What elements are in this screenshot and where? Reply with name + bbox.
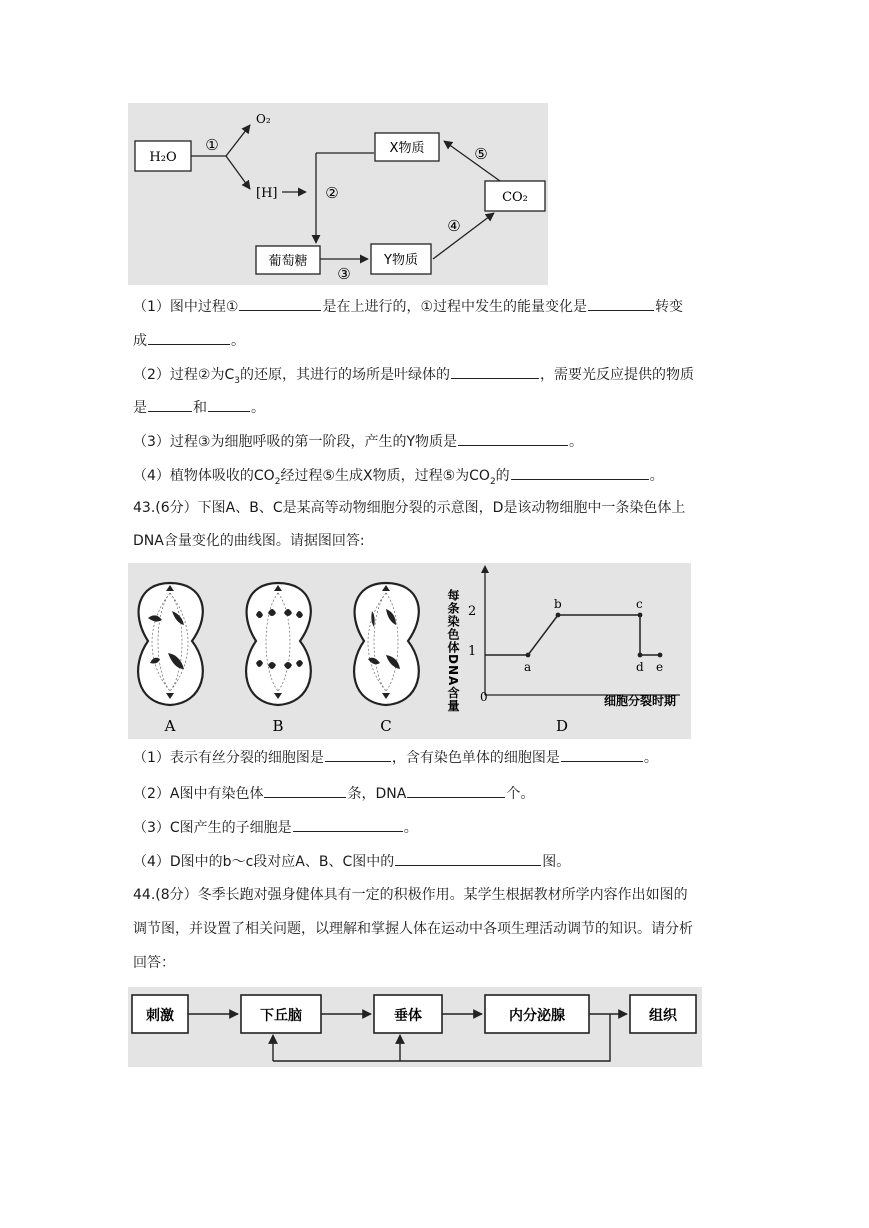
answer-blank[interactable] — [148, 329, 230, 345]
q42-p2-text-c: ，需要光反应提供的物质 — [539, 367, 694, 383]
cell-c — [354, 583, 419, 705]
step2-label: ② — [325, 184, 339, 202]
point-label-a: a — [524, 660, 532, 674]
cell-a — [138, 583, 203, 705]
answer-blank[interactable] — [458, 430, 568, 446]
pituitary-label: 垂体 — [394, 1008, 422, 1024]
cell-b — [246, 583, 311, 705]
answer-blank[interactable] — [588, 295, 654, 311]
q44-intro-text-1: 44.(8分）冬季长跑对强身健体具有一定的积极作用。某学生根据教材所学内容作出如图的 — [133, 887, 688, 903]
dna-points — [524, 597, 663, 674]
answer-blank[interactable] — [325, 746, 391, 762]
answer-blank[interactable] — [293, 816, 403, 832]
photosynthesis-diagram — [128, 103, 548, 285]
q42-p2-text-b: 的还原，其进行的场所是叶绿体的 — [239, 367, 450, 383]
answer-blank[interactable] — [561, 746, 643, 762]
subscript: 2 — [489, 476, 496, 487]
q44-intro-line1 — [133, 885, 688, 905]
q42-p4-text-a: （4）植物体吸收的CO — [133, 468, 275, 484]
q42-p4-text-c: 的 — [495, 468, 510, 484]
q42-p3-text-a: （3）过程③为细胞呼吸的第一阶段，产生的Y物质是 — [133, 434, 458, 450]
data-point-e — [658, 653, 663, 658]
hypothalamus-label: 下丘脑 — [260, 1008, 302, 1024]
answer-blank[interactable] — [239, 295, 321, 311]
q43-line3 — [133, 816, 418, 838]
figure-cell-division — [128, 563, 691, 739]
data-point-a — [526, 653, 531, 658]
q42-p3-text-b: 。 — [569, 434, 584, 450]
q42-p1-text-c: 转变 — [655, 299, 684, 315]
q42-p2-text-d: 是 — [133, 400, 147, 416]
q43-q3-text-b: 。 — [403, 820, 418, 836]
q43-q2-text-a: （2）A图中有染色体 — [133, 786, 264, 802]
dna-series-line — [485, 615, 660, 655]
q42-line4 — [133, 396, 265, 418]
q42-p1-text-a: （1）图中过程① — [133, 299, 239, 315]
label-a: A — [164, 717, 176, 735]
x-substance-label: X物质 — [389, 141, 425, 156]
q43-q3-text-a: （3）C图产生的子细胞是 — [133, 820, 292, 836]
answer-blank[interactable] — [208, 396, 250, 412]
q43-q1-text-a: （1）表示有丝分裂的细胞图是 — [133, 750, 324, 766]
subscript: 2 — [274, 476, 281, 487]
answer-blank[interactable] — [451, 363, 539, 379]
answer-blank[interactable] — [511, 464, 649, 480]
data-point-b — [556, 613, 561, 618]
label-b: B — [272, 717, 284, 735]
q43-line1 — [133, 746, 658, 768]
stimulus-label: 刺激 — [146, 1008, 174, 1024]
q44-intro-text-3: 回答： — [133, 955, 175, 971]
q42-line5 — [133, 430, 583, 452]
q43-q2-text-b: 条，DNA — [347, 786, 407, 802]
q42-p4-text-d: 。 — [649, 468, 664, 484]
q44-intro-text-2: 调节图，并设置了相关问题，以理解和掌握人体在运动中各项生理活动调节的知识。请分析 — [133, 921, 693, 937]
y-substance-label: Y物质 — [384, 253, 418, 268]
point-label-e: e — [656, 660, 664, 674]
data-point-c — [638, 613, 643, 618]
q43-intro-line2 — [133, 531, 365, 551]
point-label-b: b — [554, 597, 562, 611]
q42-p2-text-a: （2）过程②为C — [133, 367, 235, 383]
q43-q1-text-b: ，含有染色单体的细胞图是 — [391, 750, 560, 766]
co2-label: CO₂ — [502, 190, 528, 205]
y-tick-2: 2 — [468, 604, 477, 619]
q44-intro-line3 — [133, 953, 175, 973]
label-d: D — [555, 717, 569, 735]
x-axis-title: 细胞分裂时期 — [604, 694, 677, 708]
y-axis-title: 每条染色体DNA含量 — [446, 589, 460, 713]
q42-line2 — [133, 329, 245, 351]
q43-q4-text-b: 图。 — [542, 854, 571, 870]
q43-intro-text-1: 43.(6分）下图A、B、C是某高等动物细胞分裂的示意图，D是该动物细胞中一条染色体上 — [133, 500, 686, 516]
q43-q2-text-c: 个。 — [506, 786, 535, 802]
q42-p2-text-e: 和 — [193, 400, 207, 416]
cell-division-figure — [128, 563, 691, 739]
answer-blank[interactable] — [264, 782, 346, 798]
q43-line2 — [133, 782, 534, 804]
tissue-label: 组织 — [649, 1008, 677, 1024]
step3-label: ③ — [337, 265, 351, 283]
regulation-flow-diagram — [128, 987, 702, 1067]
q43-intro-text-2: DNA含量变化的曲线图。请据图回答: — [133, 533, 365, 549]
q42-line3 — [133, 363, 694, 391]
label-c: C — [380, 717, 392, 735]
y-tick-1: 1 — [468, 644, 477, 659]
figure-photosynthesis-diagram — [128, 103, 548, 285]
q44-intro-line2 — [133, 919, 693, 939]
glucose-label: 葡萄糖 — [268, 254, 308, 269]
subscript: 3 — [234, 375, 240, 386]
h2o-label: H₂O — [149, 150, 177, 165]
q43-intro-line1 — [133, 498, 685, 518]
h-label: [H] — [256, 186, 278, 201]
q43-q1-text-c: 。 — [643, 750, 658, 766]
figure-regulation-flow — [128, 987, 702, 1067]
point-label-d: d — [636, 660, 644, 674]
q42-p2-text-f: 。 — [251, 400, 265, 416]
origin-label: 0 — [480, 690, 488, 704]
step5-label: ⑤ — [474, 145, 488, 163]
q43-line4 — [133, 850, 570, 872]
q43-q4-text-a: （4）D图中的b～c段对应A、B、C图中的 — [133, 854, 395, 870]
endocrine-gland-label: 内分泌腺 — [509, 1008, 565, 1024]
q42-line1 — [133, 295, 683, 317]
o2-label: O₂ — [256, 112, 271, 126]
data-point-d — [638, 653, 643, 658]
step4-label: ④ — [447, 217, 461, 235]
q42-p1-text-b: 是在上进行的，①过程中发生的能量变化是 — [322, 299, 588, 315]
q42-p4-text-b: 经过程⑤生成X物质，过程⑤为CO — [280, 468, 490, 484]
dna-content-chart — [446, 565, 680, 735]
step1-label: ① — [205, 136, 219, 154]
q42-p1-text-d: 成 — [133, 333, 147, 349]
answer-blank[interactable] — [148, 396, 192, 412]
answer-blank[interactable] — [407, 782, 505, 798]
answer-blank[interactable] — [395, 850, 541, 866]
q42-p1-text-e: 。 — [231, 333, 245, 349]
point-label-c: c — [636, 597, 643, 611]
q42-line6 — [133, 464, 664, 492]
